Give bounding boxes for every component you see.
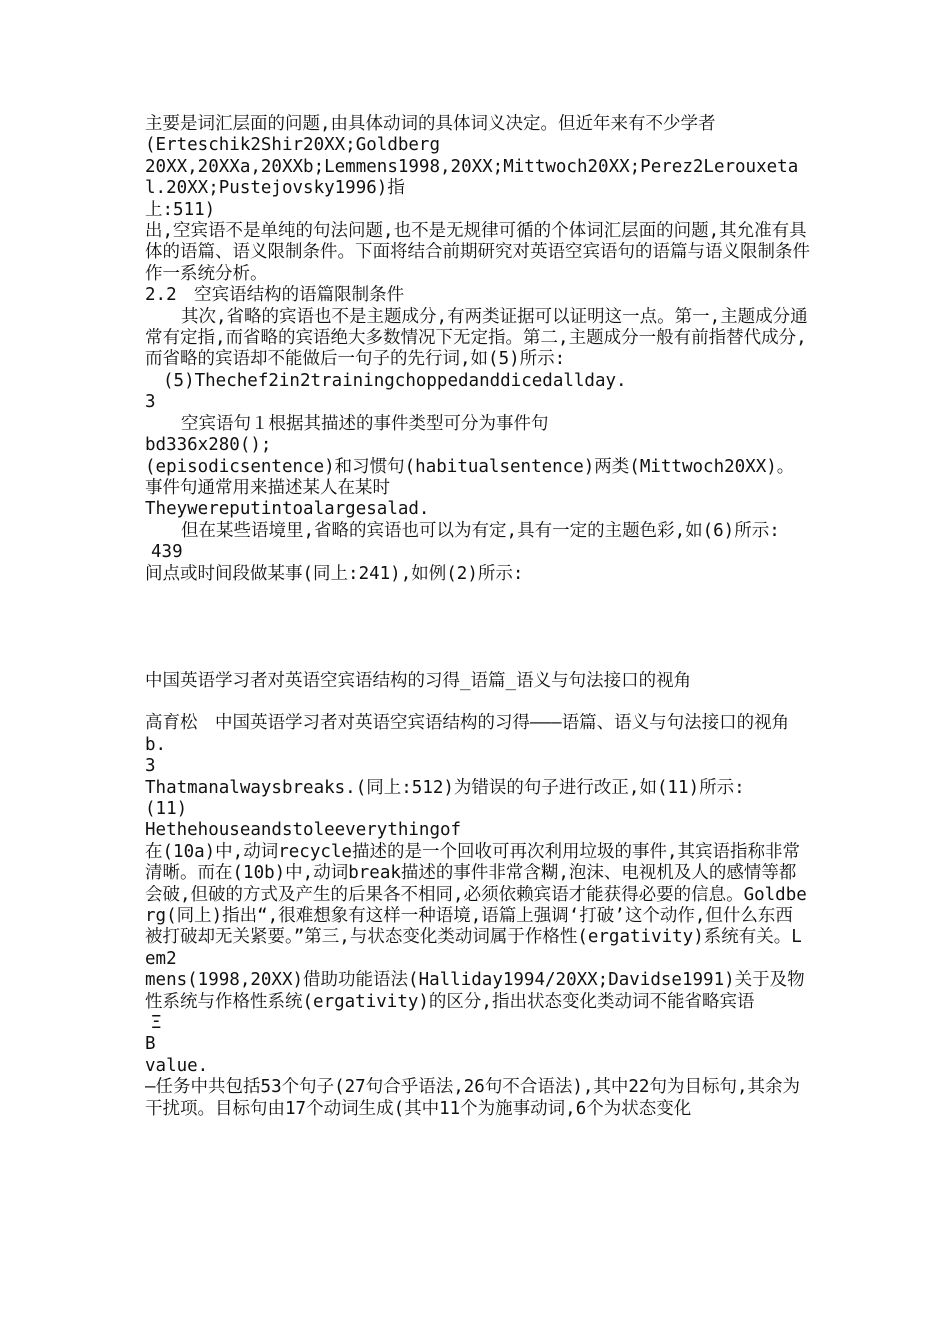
text-line: 间点或时间段做某事(同上:241),如例(2)所示: bbox=[145, 563, 524, 584]
text-line: value. bbox=[145, 1055, 209, 1076]
document-title: 中国英语学习者对英语空宾语结构的习得_语篇_语义与句法接口的视角 bbox=[145, 670, 692, 691]
text-line: bd336x280(); bbox=[145, 435, 272, 456]
text-line: Thatmanalwaysbreaks.(同上:512)为错误的句子进行改正,如(11)所示: bbox=[145, 777, 745, 798]
text-line: 20XX,20XXa,20XXb;Lemmens1998,20XX;Mittwoch20XX;Perez2Lerouxetal.20XX;Pustejovsky1996)指 bbox=[145, 156, 799, 199]
text-line: 空宾语句１根据其描述的事件类型可分为事件句 bbox=[181, 413, 549, 434]
example-sentence: Theywereputintoalargesalad. bbox=[145, 499, 430, 520]
text-paragraph: 出,空宾语不是单纯的句法问题,也不是无规律可循的个体词汇层面的问题,其允准有具体的语篇、语义限制条件。下面将结合前期研究对英语空宾语句的语篇与语义限制条件作一系统分析。 bbox=[145, 221, 810, 284]
footnote-marker: 3 bbox=[145, 392, 156, 413]
text-paragraph: —任务中共包括53个句子(27句合乎语法,26句不合语法),其中22句为目标句,其余为干扰项。目标句由17个动词生成(其中11个为施事动词,6个为状态变化 bbox=[145, 1077, 801, 1119]
example-number: (11) bbox=[145, 798, 188, 819]
text-line: b. bbox=[145, 734, 167, 755]
text-paragraph: mens(1998,20XX)借助功能语法(Halliday1994/20XX;Davidse1991)关于及物性系统与作格性系统(ergativity)的区分,指出状态变化类动词不能省略宾语 bbox=[145, 970, 805, 1012]
symbol-line: B bbox=[145, 1034, 156, 1055]
text-paragraph: 但在某些语境里,省略的宾语也可以为有定,具有一定的主题色彩,如(6)所示: bbox=[181, 520, 780, 541]
section-heading: 2.2 空宾语结构的语篇限制条件 bbox=[145, 285, 405, 306]
text-paragraph: 其次,省略的宾语也不是主题成分,有两类证据可以证明这一点。第一,主题成分通常有定指,而省略的宾语绝大多数情况下无定指。第二,主题成分一般有前指替代成分,而省略的宾语却不能做后一句子的先行词,如(5)所示: bbox=[145, 306, 808, 370]
text-paragraph: (episodicsentence)和习惯句(habitualsentence)两类(Mittwoch20XX)。事件句通常用来描述某人在某时 bbox=[145, 456, 795, 498]
text-line: (Erteschik2Shir20XX;Goldberg bbox=[145, 135, 441, 156]
page-number: 439 bbox=[151, 542, 183, 563]
text-line: 上:511) bbox=[145, 199, 216, 220]
text-paragraph: 在(10a)中,动词recycle描述的是一个回收可再次利用垃圾的事件,其宾语指称非常清晰。而在(10b)中,动词break描述的事件非常含糊,泡沫、电视机及人的感情等都会破,但破的方式及产生的后果各不相同,必须依赖宾语才能获得必要的信息。Goldberg(同上)指出“,很难想象有这样一种语境,语篇上强调‘打破’这个动作,但什么东西被打破却无关紧要。”第三,与状态变化类动词属于作格性(ergativity)系统有关。Lem2 bbox=[145, 841, 807, 969]
example-sentence: (5)Thechef2in2trainingchoppedanddicedallday. bbox=[163, 370, 627, 391]
symbol-line: Ξ bbox=[151, 1013, 162, 1034]
author-title-line: 高育松 中国英语学习者对英语空宾语结构的习得———语篇、语义与句法接口的视角 bbox=[145, 713, 790, 734]
text-line: 主要是词汇层面的问题,由具体动词的具体词义决定。但近年来有不少学者 bbox=[145, 114, 716, 134]
footnote-marker: 3 bbox=[145, 756, 156, 777]
document-body bbox=[145, 114, 810, 1120]
example-sentence: Hethehouseandstoleeverythingof bbox=[145, 820, 462, 841]
